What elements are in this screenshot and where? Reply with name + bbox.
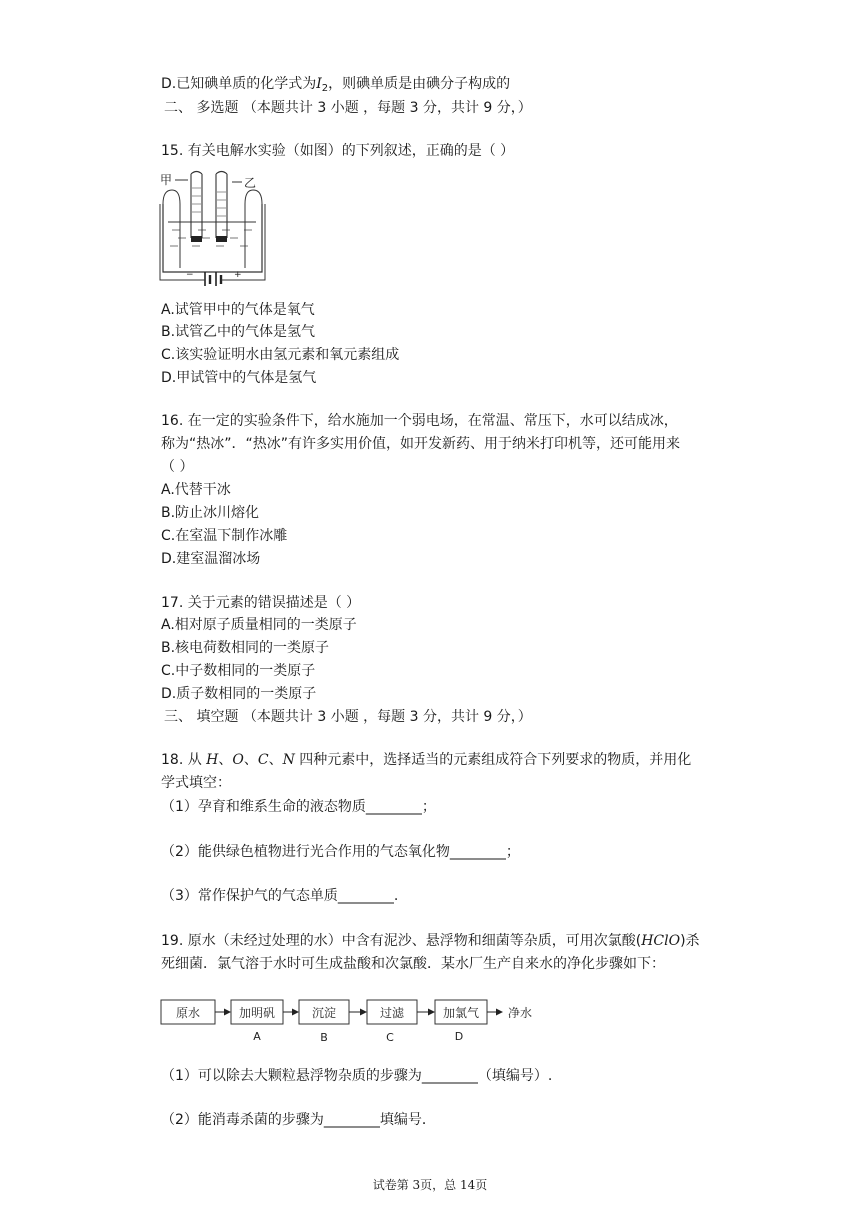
plus-sign: + [234, 270, 242, 280]
q18-part3: （3）常作保护气的气态单质________. [161, 888, 399, 904]
q17-option-b: B.核电荷数相同的一类原子 [161, 640, 330, 656]
label-jia: 甲 [160, 173, 173, 187]
q19-part2: （2）能消毒杀菌的步骤为________填编号． [161, 1112, 436, 1128]
flow-step-raw-water: 原水 [175, 1006, 201, 1020]
prev-option-d [161, 74, 510, 99]
q16-stem-line3: （ ） [161, 459, 194, 475]
q19-stem-line2: 死细菌．氯气溶于水时可生成盐酸和次氯酸．某水厂生产自来水的净化步骤如下： [161, 956, 665, 972]
q18-stem-line2: 学式填空： [161, 775, 231, 791]
label-yi: 乙 [244, 176, 257, 190]
minus-sign: − [186, 270, 194, 280]
q17-option-a: A.相对原子质量相同的一类原子 [161, 617, 357, 633]
q17-stem: 17. 关于元素的错误描述是（ ） [161, 595, 361, 611]
q19-stem-post: )杀 [680, 933, 700, 949]
q16-stem-line1: 16. 在一定的实验条件下，给水施加一个弱电场，在常温、常压下，水可以结成冰， [161, 413, 678, 429]
q16-option-c: C.在室温下制作冰雕 [161, 528, 288, 544]
hclo-formula: HClO [641, 933, 681, 949]
q16-option-d: D.建室温溜冰场 [161, 551, 261, 567]
q19-stem-line1 [161, 931, 700, 951]
q16-stem-line2: 称为“热冰”．“热冰”有许多实用价值，如开发新药、用于纳米打印机等，还可能用来 [161, 436, 681, 452]
prev-option-d-text: D.已知碘单质的化学式为 [161, 76, 317, 92]
flow-letter-c: C [386, 1031, 394, 1044]
q15-option-c: C.该实验证明水由氢元素和氧元素组成 [161, 347, 400, 363]
iodine-subscript: 2 [321, 83, 329, 94]
flow-letter-a: A [253, 1030, 261, 1043]
q15-option-a: A.试管甲中的气体是氧气 [161, 302, 315, 318]
element-c: C [257, 752, 269, 768]
q19-part1: （1）可以除去大颗粒悬浮物杂质的步骤为________（填编号）. [161, 1068, 553, 1084]
q19-stem-pre: 19. 原水（未经过处理的水）中含有泥沙、悬浮物和细菌等杂质，可用次氯酸( [161, 933, 642, 949]
q15-option-b: B.试管乙中的气体是氢气 [161, 324, 316, 340]
purification-flowchart [158, 996, 538, 1046]
flow-step-alum: 加明矾 [238, 1006, 276, 1020]
q17-option-c: C.中子数相同的一类原子 [161, 663, 316, 679]
element-h: H [206, 752, 219, 768]
section3-header: 三、 填空题 （本题共计 3 小题 ，每题 3 分，共计 9 分，） [164, 709, 532, 725]
q15-option-d: D.甲试管中的气体是氢气 [161, 370, 317, 386]
flow-step-chlorine: 加氯气 [442, 1006, 480, 1020]
q18-stem-post: 四种元素中，选择适当的元素组成符合下列要求的物质，并用化 [294, 752, 692, 768]
page-footer: 试卷第 3页，总 14页 [372, 1178, 488, 1192]
flow-step-settle: 沉淀 [311, 1006, 337, 1020]
q18-part1: （1）孕育和维系生命的液态物质________； [161, 799, 436, 815]
q17-option-d: D.质子数相同的一类原子 [161, 686, 317, 702]
section2-header: 二、 多选题 （本题共计 3 小题 ，每题 3 分，共计 9 分，） [164, 100, 532, 116]
element-n: N [282, 752, 295, 768]
iodine-formula: I [316, 76, 322, 92]
flow-letter-d: D [454, 1030, 464, 1043]
q18-part2: （2）能供绿色植物进行光合作用的气态氧化物________； [161, 844, 520, 860]
prev-option-d-tail: ，则碘单质是由碘分子构成的 [328, 76, 511, 92]
q16-option-a: A.代替干冰 [161, 482, 231, 498]
element-o: O [232, 752, 244, 768]
flow-step-filter: 过滤 [379, 1006, 405, 1020]
sep: 、 [243, 752, 258, 768]
q18-stem-pre: 18. 从 [161, 752, 207, 768]
q15-stem: 15. 有关电解水实验（如图）的下列叙述，正确的是（ ） [161, 143, 515, 159]
electrolysis-apparatus-figure [158, 168, 268, 286]
sep: 、 [218, 752, 233, 768]
q16-option-b: B.防止冰川熔化 [161, 505, 260, 521]
q18-stem-line1 [161, 750, 691, 770]
flow-end-clean-water: 净水 [507, 1006, 533, 1020]
sep: 、 [268, 752, 283, 768]
flow-letter-b: B [320, 1031, 328, 1044]
